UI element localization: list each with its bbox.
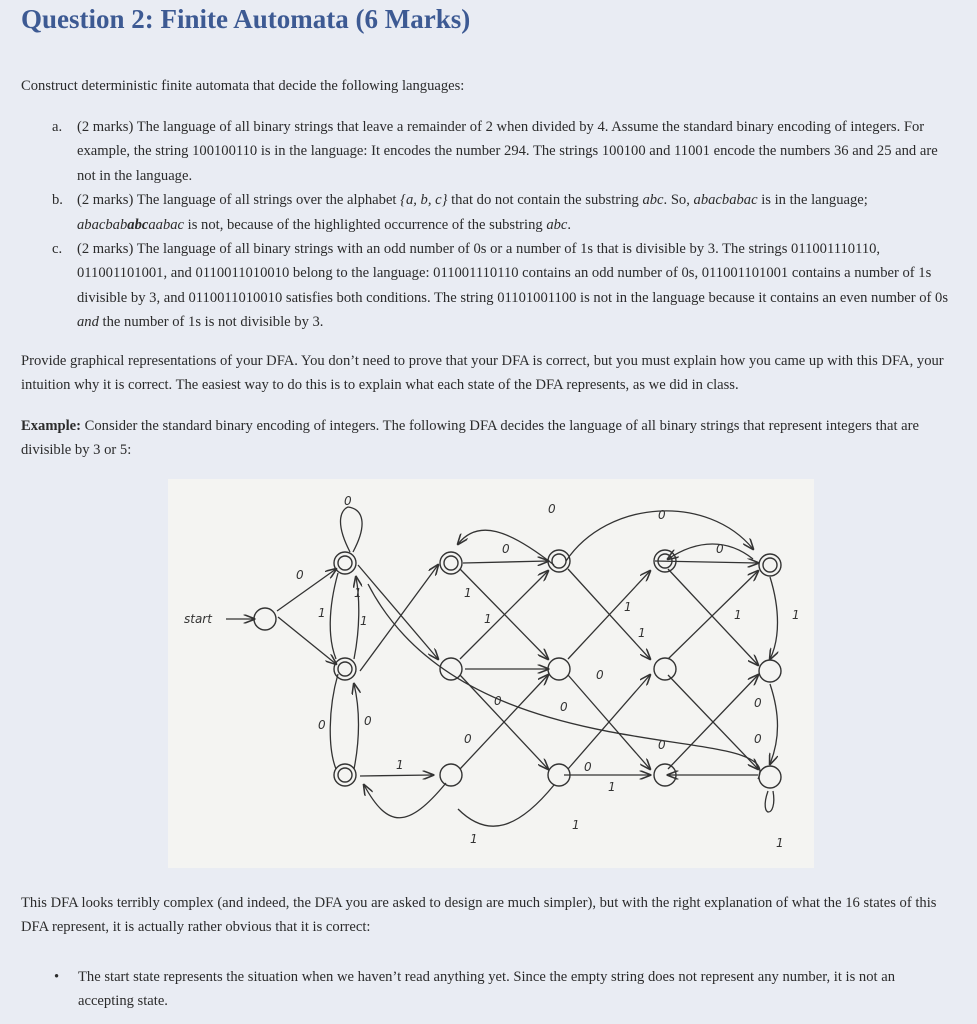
state-accept-ring <box>763 558 777 572</box>
edge-label: 1 <box>360 614 368 628</box>
edge-label: 0 <box>658 738 666 752</box>
edge-label: 1 <box>638 626 646 640</box>
part-text: is in the language; <box>757 192 868 209</box>
example-body: Consider the standard binary encoding of integers. The following DFA decides the language of all binary strings that represent integers that are divisible by 3 or 5: <box>21 418 919 458</box>
state <box>759 660 781 682</box>
edge-label: 0 <box>344 494 352 508</box>
alphabet-set: {a, b, c} <box>400 192 448 209</box>
state <box>334 552 356 574</box>
intro-text: Construct deterministic finite automata that decide the following languages: <box>21 78 465 94</box>
state <box>334 764 356 786</box>
edge-label: 0 <box>560 700 568 714</box>
edge-label: 1 <box>624 600 632 614</box>
math-example: abacbabac <box>693 192 758 209</box>
state-accept-ring <box>338 556 352 570</box>
part-c <box>52 237 957 335</box>
edge-label: 0 <box>318 718 326 732</box>
edge-label: 1 <box>354 586 362 600</box>
edge-label: 1 <box>572 818 580 832</box>
math-example: abacbab <box>77 216 128 233</box>
edge-label: 0 <box>502 542 510 556</box>
math-substring: abc <box>546 216 568 233</box>
list-item <box>54 965 954 1013</box>
state <box>440 552 462 574</box>
list-item-text: The start state represents the situation when we haven’t read anything yet. Since the empty string does not represent any number, it is not an accepting state. <box>78 969 895 1009</box>
part-text: . So, <box>663 192 694 209</box>
edge-label: 1 <box>734 608 742 622</box>
dfa-diagram <box>168 479 814 868</box>
state <box>440 764 462 786</box>
dfa-labels <box>184 494 800 850</box>
question-heading: Question 2: Finite Automata (6 Marks) <box>21 4 471 34</box>
edge-label: 0 <box>584 760 592 774</box>
example-text <box>21 414 956 462</box>
state-accept-ring <box>444 556 458 570</box>
start-label: start <box>184 612 212 626</box>
parts-list <box>52 115 957 335</box>
edge-label: 1 <box>470 832 478 846</box>
state-accept-ring <box>338 768 352 782</box>
edge-label: 0 <box>494 694 502 708</box>
math-example: aabac <box>148 216 185 233</box>
edge-label: 0 <box>658 508 666 522</box>
dfa-figure <box>168 479 814 868</box>
part-b <box>52 188 957 237</box>
state-start <box>254 608 276 630</box>
explanation-list <box>54 965 954 1013</box>
bullet-icon: • <box>54 969 60 985</box>
edge-label: 1 <box>776 836 784 850</box>
part-text: (2 marks) The language of all strings over the alphabet <box>77 192 401 209</box>
edge-label: 1 <box>792 608 800 622</box>
part-text: is not, because of the highlighted occurrence of the substring <box>184 216 547 233</box>
part-text: the number of 1s is not divisible by 3. <box>98 314 324 331</box>
part-text: (2 marks) The language of all binary strings that leave a remainder of 2 when divided by 4. Assume the standard binary encoding of integers. For example, the string 100100110 is in the language: It encodes the number 294. The strings 100100 and 11001 encode the numbers 36 and 25 and are not in the language. <box>77 119 938 184</box>
edge-label: 0 <box>464 732 472 746</box>
edge-label: 0 <box>364 714 372 728</box>
state <box>759 554 781 576</box>
part-text: (2 marks) The language of all binary strings with an odd number of 0s or a number of 1s that is divisible by 3. The strings 011001110110, 011001101001, and 0110011010010 belong to the language: 011001110110 contains an odd number of 0s, 011001101001 contains a number of 1s divisible by 3, and 0110011010010 satisfies both conditions. The string 01101001100 is not in the language because it contains an even number of 0s <box>77 241 949 306</box>
example-label: Example: <box>21 418 81 434</box>
edge-label: 0 <box>296 568 304 582</box>
part-text: . <box>567 216 572 233</box>
emphasis-and: and <box>77 314 99 331</box>
edge-label: 0 <box>754 696 762 710</box>
edge-label: 1 <box>396 758 404 772</box>
part-marker: b. <box>52 192 63 209</box>
math-substring: abc <box>642 192 664 209</box>
state <box>548 658 570 680</box>
state-accept-ring <box>338 662 352 676</box>
part-marker: a. <box>52 119 63 135</box>
edge-label: 0 <box>716 542 724 556</box>
edge-label: 1 <box>464 586 472 600</box>
state <box>759 766 781 788</box>
state-accept-ring <box>552 554 566 568</box>
edge-label: 0 <box>754 732 762 746</box>
edge-label: 0 <box>548 502 556 516</box>
edge-label: 1 <box>318 606 326 620</box>
edge-label: 1 <box>608 780 616 794</box>
provide-text: Provide graphical representations of your DFA. You don’t need to prove that your DFA is correct, but you must explain how you came up with this DFA, your intuition why it is correct. The easiest way to do this is to explain what each state of the DFA represents, as we did in class. <box>21 353 944 393</box>
edge-label: 1 <box>484 612 492 626</box>
part-text: that do not contain the substring <box>447 192 643 209</box>
part-a <box>52 115 957 188</box>
after-figure-text: This DFA looks terribly complex (and indeed, the DFA you are asked to design are much simpler), but with the right explanation of what the 16 states of this DFA represent, it is actually rather obvious that it is correct: <box>21 895 937 935</box>
state <box>654 658 676 680</box>
highlighted-substring: abc <box>127 216 149 233</box>
part-marker: c. <box>52 241 63 258</box>
edge-label: 0 <box>596 668 604 682</box>
state <box>334 658 356 680</box>
